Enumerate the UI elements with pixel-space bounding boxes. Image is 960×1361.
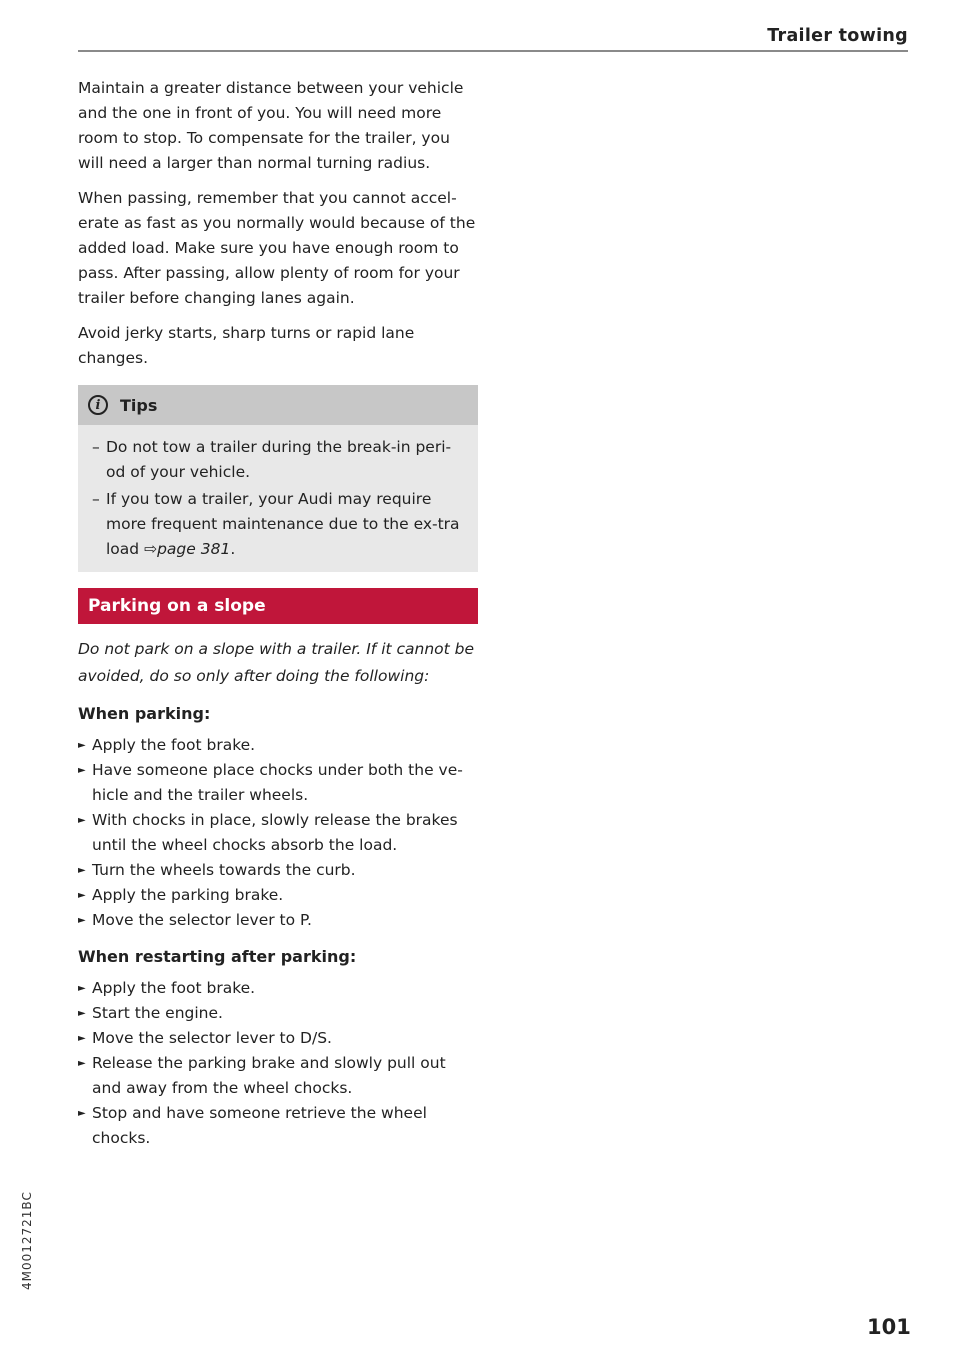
- triangle-bullet-icon: ►: [78, 1008, 86, 1019]
- page-number: 101: [867, 1315, 911, 1339]
- parking-steps-list: [78, 733, 478, 933]
- triangle-bullet-icon: ►: [78, 1108, 86, 1119]
- triangle-bullet-icon: ►: [78, 1058, 86, 1069]
- step-text: Stop and have someone retrieve the wheel chocks.: [92, 1104, 427, 1147]
- step-text: Move the selector lever to P.: [92, 911, 312, 929]
- list-item: [78, 1051, 478, 1101]
- dash-bullet: –: [92, 438, 100, 456]
- list-item: [78, 758, 478, 808]
- step-text: With chocks in place, slowly release the brakes until the wheel chocks absorb the load.: [92, 811, 458, 854]
- restart-heading: When restarting after parking:: [78, 947, 357, 966]
- list-item: [78, 858, 478, 883]
- step-text: Have someone place chocks under both the ve-hicle and the trailer wheels.: [92, 761, 463, 804]
- section-heading: Parking on a slope: [78, 588, 478, 624]
- step-text: Apply the foot brake.: [92, 979, 256, 997]
- step-text: Release the parking brake and slowly pull out and away from the wheel chocks.: [92, 1054, 446, 1097]
- tips-box: [78, 385, 478, 572]
- document-code: 4M0012721BC: [20, 1191, 34, 1290]
- triangle-bullet-icon: ►: [78, 865, 86, 876]
- tip-text: [106, 487, 468, 562]
- tips-body: [78, 425, 478, 572]
- dash-bullet: –: [92, 490, 100, 508]
- page-ref-arrow-icon: ⇨: [144, 540, 158, 558]
- list-item: [78, 883, 478, 908]
- list-item: [78, 1001, 478, 1026]
- triangle-bullet-icon: ►: [78, 740, 86, 751]
- step-text: Turn the wheels towards the curb.: [92, 861, 356, 879]
- triangle-bullet-icon: ►: [78, 815, 86, 826]
- tip-item: [92, 435, 468, 485]
- triangle-bullet-icon: ►: [78, 915, 86, 926]
- tip-text: Do not tow a trailer during the break-in peri-od of your vehicle.: [106, 438, 452, 481]
- tip-text-main: If you tow a trailer, your Audi may require more frequent maintenance due to the ex-tra load: [106, 490, 460, 558]
- list-item: [78, 1026, 478, 1051]
- list-item: [78, 908, 478, 933]
- step-text: Move the selector lever to D/S.: [92, 1029, 332, 1047]
- list-item: [78, 1101, 478, 1151]
- step-text: Start the engine.: [92, 1004, 223, 1022]
- intro-paragraph: When passing, remember that you cannot accel-erate as fast as you normally would because of the added load. Make sure you have enough room to pass. After passing, allow plenty of room for your trailer before changing lanes again.: [78, 189, 476, 307]
- step-text: Apply the parking brake.: [92, 886, 284, 904]
- triangle-bullet-icon: ►: [78, 983, 86, 994]
- tip-text-end: .: [230, 540, 236, 558]
- list-item: [78, 808, 478, 858]
- list-item: [78, 976, 478, 1001]
- section-lead: Do not park on a slope with a trailer. If it cannot be avoided, do so only after doing the following:: [78, 640, 475, 685]
- intro-paragraph: Maintain a greater distance between your vehicle and the one in front of you. You will need more room to stop. To compensate for the trailer, you will need a larger than normal turning radius.: [78, 79, 464, 172]
- triangle-bullet-icon: ►: [78, 1033, 86, 1044]
- parking-heading: When parking:: [78, 704, 211, 723]
- triangle-bullet-icon: ►: [78, 890, 86, 901]
- restart-steps-list: [78, 976, 478, 1151]
- tip-item: [92, 487, 468, 562]
- page-reference-link[interactable]: page 381: [157, 540, 231, 558]
- intro-paragraph: Avoid jerky starts, sharp turns or rapid lane changes.: [78, 324, 415, 367]
- list-item: [78, 733, 478, 758]
- tips-title: Tips: [120, 395, 158, 415]
- triangle-bullet-icon: ►: [78, 765, 86, 776]
- header-rule: [78, 50, 908, 52]
- info-icon: i: [88, 395, 108, 415]
- step-text: Apply the foot brake.: [92, 736, 256, 754]
- content-column: [78, 76, 478, 1151]
- tips-header: [78, 385, 478, 425]
- running-header-title: Trailer towing: [767, 26, 908, 46]
